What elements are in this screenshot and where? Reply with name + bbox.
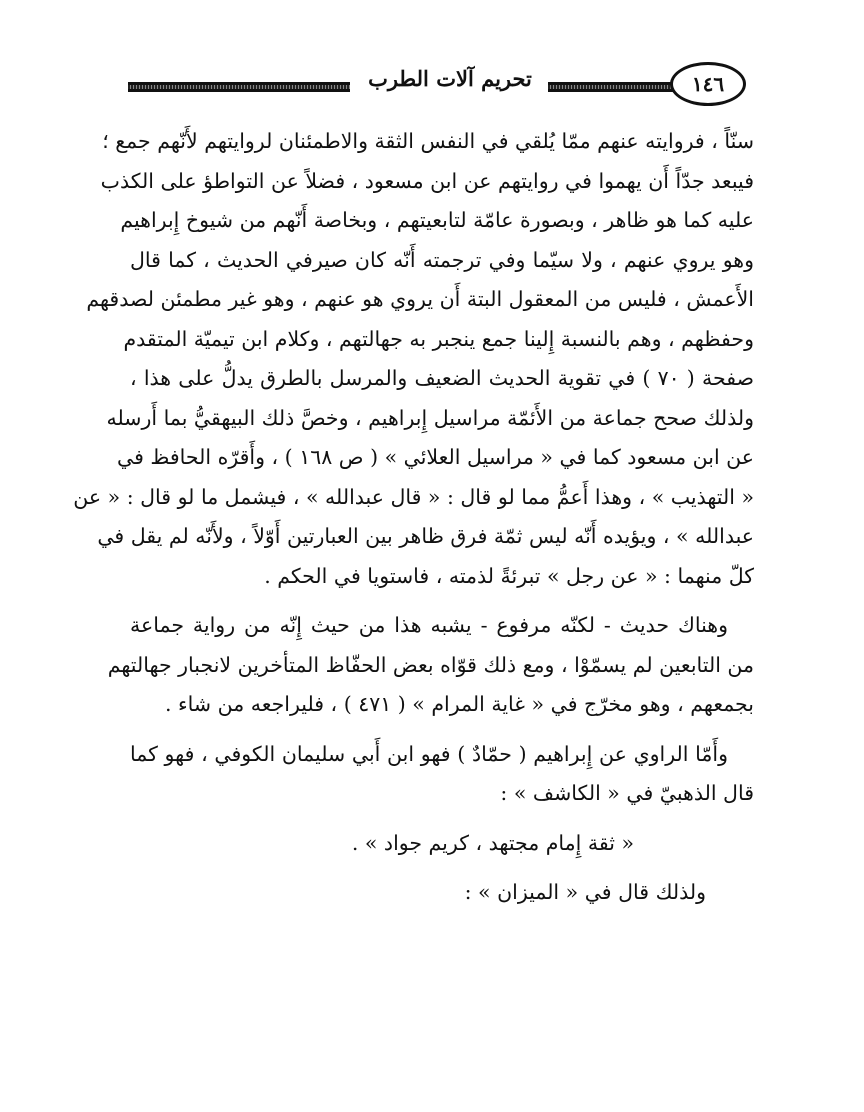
page-number: ١٤٦ [670,62,746,106]
text-line: الأَعمش ، فليس من المعقول البتة أَن يروي هو عنهم ، وهو غير مطمئن لصدقهم [86,287,754,311]
text-line: « التهذيب » ، وهذا أَعمُّ مما لو قال : « قال عبدالله » ، فيشمل ما لو قال : « عن [73,484,754,509]
text-line: وهناك حديث - لكنّه مرفوع - يشبه هذا من حيث إِنّه من رواية جماعة [130,613,728,637]
header-rule-right [548,82,682,92]
text-line: قال الذهبيّ في « الكاشف » : [500,781,754,805]
paragraph-gap [130,596,754,606]
text-line: بجمعهم ، وهو مخرّج في « غاية المرام » ( ٤٧١ ) ، فليراجعه من شاء . [165,692,754,716]
text-line: كلّ منهما : « عن رجل » تبرئةً لذمته ، فاستويا في الحكم . [264,563,754,588]
text-line: ولذلك قال في « الميزان » : [464,880,706,904]
text-line: من التابعين لم يسمّوْا ، ومع ذلك قوّاه بعض الحفّاظ المتأخرين لانجبار جهالتهم [107,652,754,677]
text-line: وأَمّا الراوي عن إِبراهيم ( حمّادٌ ) فهو ابن أَبي سليمان الكوفي ، فهو كما [130,741,728,766]
text-line: فيبعد جدّاً أَن يهموا في روايتهم عن ابن مسعود ، فضلاً عن التواطؤ على الكذب [100,168,754,193]
text-line: عن ابن مسعود كما في « مراسيل العلائي » ( ص ١٦٨ ) ، وأَقرّه الحافظ في [116,445,754,469]
text-line: عبدالله » ، ويؤيده أَنّه ليس ثمّة فرق ظاهر بين العبارتين أَوّلاً ، ولأَنّه لم يقل في [97,524,754,548]
paragraph-gap [130,814,754,824]
body-text [73,122,754,913]
running-title: تحريم آلات الطرب [368,66,532,91]
paragraph-gap [130,725,754,735]
text-line: ولذلك صحح جماعة من الأَئمّة مراسيل إِبراهيم ، وخصَّ ذلك البيهقيُّ بما أَرسله [106,405,754,430]
text-line: صفحة ( ٧٠ ) في تقوية الحديث الضعيف والمرسل بالطرق يدلُّ على هذا ، [130,366,754,390]
text-line: وهو يروي عنهم ، ولا سيّما وفي ترجمته أَنّه كان صيرفي الحديث ، كما قال [130,247,754,272]
page-header [128,62,752,110]
text-line: عليه كما هو ظاهر ، وبصورة عامّة لتابعيتهم ، وبخاصة أَنّهم من شيوخ إِبراهيم [120,208,754,232]
text-line: سنّاً ، فروايته عنهم ممّا يُلقي في النفس الثقة والاطمئنان لروايتهم لأَنّهم جمع ؛ [102,129,754,153]
header-rule-left [128,82,350,92]
paragraph-gap [130,863,754,873]
block-quote: « ثقة إِمام مجتهد ، كريم جواد » . [351,830,634,855]
text-line: وحفظهم ، وهم بالنسبة إِلينا جمع ينجبر به جهالتهم ، وكلام ابن تيميّة المتقدم [123,326,754,351]
